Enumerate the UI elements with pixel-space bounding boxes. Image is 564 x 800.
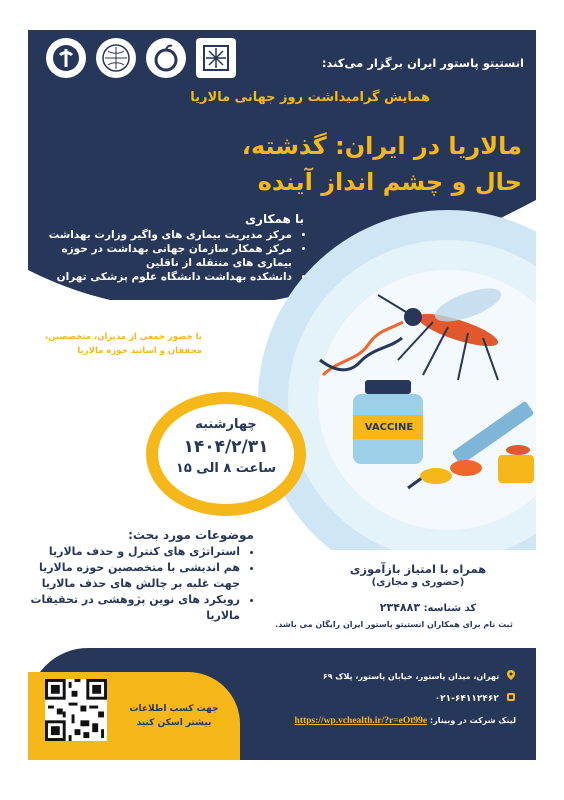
event-time: ساعت ۸ الی ۱۵ [175,461,277,476]
cme-code [358,601,498,614]
event-date: ۱۴۰۴/۲/۳۱ [183,437,269,457]
cme-mode: (حضوری و مجازی) [371,577,465,588]
qr-code[interactable] [45,679,107,741]
date-badge [146,392,306,516]
university-logo-icon [196,38,236,78]
poster [28,30,536,760]
who-logo-icon [96,38,136,78]
list-item: • رویکرد های نوین پژوهشی در تحقیقات مالاریا [28,592,240,624]
phone [266,692,516,704]
qr-caption [120,702,228,730]
event-name: همایش گرامیداشت روز جهانی مالاریا [190,90,430,105]
list-item: • هم اندیشی با متخصصین حوزه مالاریا جهت غلبه بر چالش های حذف مالاریا [28,560,240,592]
pasteur-logo-icon [46,38,86,78]
attendance-line: با حضور جمعی از مدیران، متخصصین، [45,332,202,342]
webinar-link[interactable]: https://wp.vchealth.ir/?r=eOt99e [294,716,428,726]
pill-icon [450,460,482,476]
title-line-1: مالاریا در ایران: گذشته، [241,132,522,160]
pill-icon [420,468,452,484]
topics-heading: موضوعات مورد بحث: [128,528,254,542]
apple-logo-icon [146,38,186,78]
attendance-line: محققان و اساتید حوزه مالاریا [77,346,202,356]
list-item: • مرکز همکار سازمان جهانی بهداشت در حوزه بیماری های منتقله از ناقلین [32,242,292,270]
collaboration-heading: با همکاری [245,212,304,226]
topics-list [28,544,254,624]
organizer-text: انستیتو پاستور ایران برگزار می‌کند: [321,56,524,70]
registration-note: ثبت نام برای همکاران انستیتو پاستور ایران رایگان می باشد. [275,620,513,629]
phone-number[interactable]: ۰۲۱-۶۴۱۱۲۴۶۲ [434,694,499,704]
title-line-2: حال و چشم انداز آینده [257,168,522,196]
qr-caption-line: بیشتر اسکن کنید [136,718,212,728]
phone-icon [506,692,516,702]
collaboration-list [32,228,304,284]
list-item: • استراتژی های کنترل و حذف مالاریا [28,544,240,560]
attendance-note [32,330,202,358]
qr-caption-line: جهت کسب اطلاعات [129,704,219,714]
page-title [102,128,522,200]
address-text: تهران، میدان پاستور، خیابان پاستور، پلاک ۶۹ [322,672,500,681]
list-item: • مرکز مدیریت بیماری های واگیر وزارت بهداشت [32,228,292,242]
code-value: ۲۳۴۸۸۳ [379,601,421,614]
event-day: چهارشنبه [195,417,257,432]
address [266,670,516,681]
cme-credit [328,562,508,590]
list-item: • دانشکده بهداشت دانشگاه علوم پزشکی تهران [32,270,292,284]
webinar-row [246,716,516,726]
webinar-label: لینک شرکت در وبینار: [429,716,516,725]
partner-logos [46,38,236,78]
cme-line: همراه با امتیاز بازآموزی [349,562,487,576]
location-pin-icon [506,670,516,680]
date-text [158,414,294,480]
vaccine-label: VACCINE [364,422,414,433]
code-label: کد شناسه: [423,603,477,614]
